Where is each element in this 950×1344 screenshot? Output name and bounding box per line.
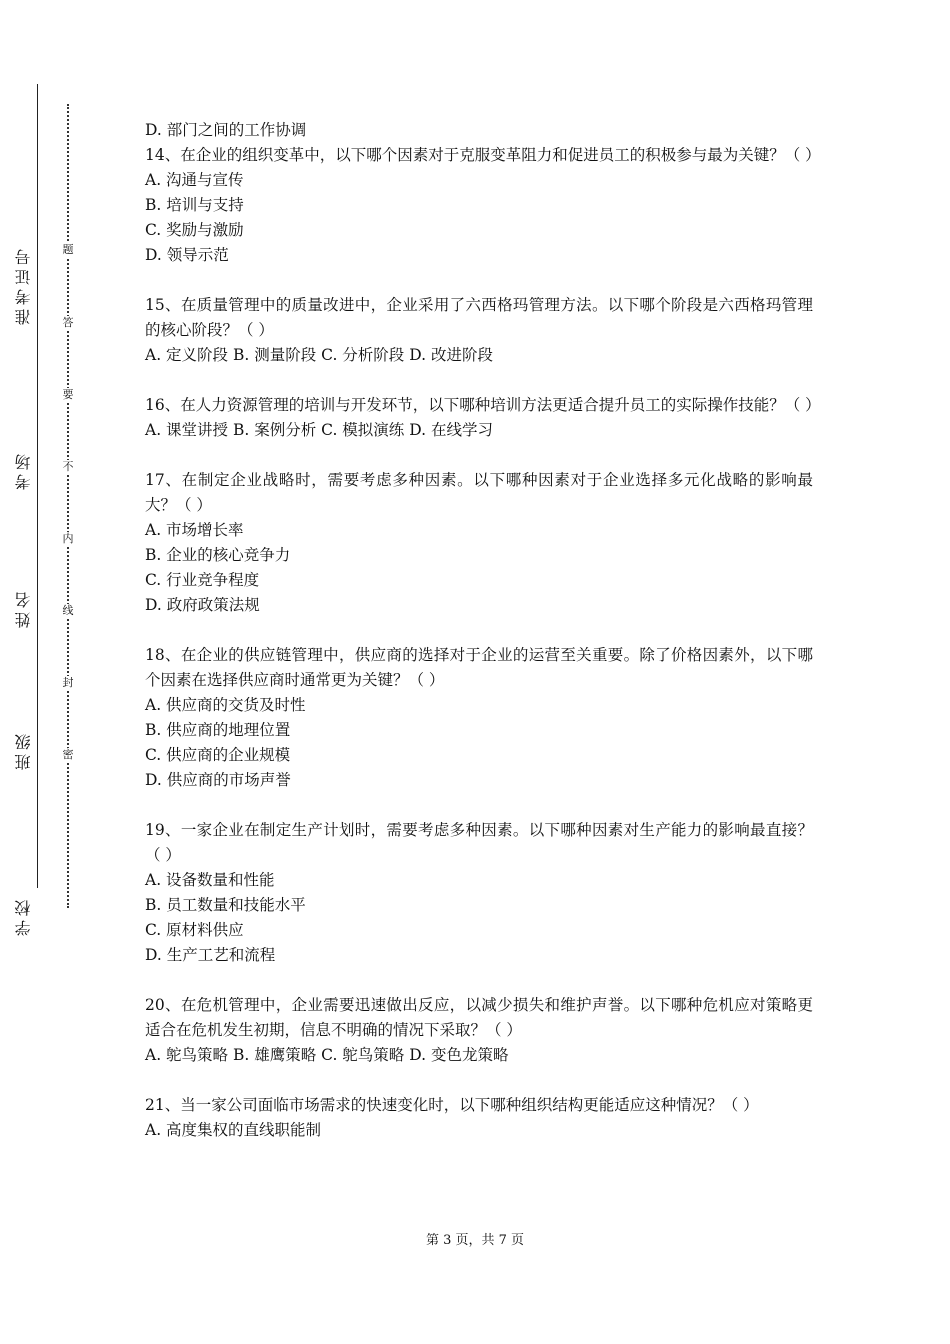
option: D. 政府政策法规	[145, 596, 260, 614]
option: A. 鸵鸟策略 B. 雄鹰策略 C. 鸵鸟策略 D. 变色龙策略	[145, 1046, 509, 1064]
class-label: 班级	[14, 730, 33, 770]
option: A. 设备数量和性能	[145, 871, 275, 889]
seal-char: 要	[59, 388, 77, 402]
question-list	[145, 118, 821, 1168]
question-14	[145, 143, 821, 268]
question-stem: 21、当一家公司面临市场需求的快速变化时，以下哪种组织结构更能适应这种情况？（ ）	[145, 1096, 759, 1114]
previous-question-option: D. 部门之间的工作协调	[145, 121, 307, 139]
name-label: 姓名	[14, 588, 33, 628]
option: C. 供应商的企业规模	[145, 746, 291, 764]
option: D. 供应商的市场声誉	[145, 771, 291, 789]
school-label: 学校	[14, 896, 33, 936]
question-stem: 16、在人力资源管理的培训与开发环节，以下哪种培训方法更适合提升员工的实际操作技能？（ ）	[145, 396, 821, 414]
seal-char: 答	[59, 316, 77, 330]
question-15	[145, 293, 813, 368]
option: A. 高度集权的直线职能制	[145, 1121, 322, 1139]
option: C. 奖励与激励	[145, 221, 244, 239]
question-stem: 19、一家企业在制定生产计划时，需要考虑多种因素。以下哪种因素对生产能力的影响最直接？（ ）	[145, 821, 813, 864]
option: D. 领导示范	[145, 246, 229, 264]
question-stem: 15、在质量管理中的质量改进中，企业采用了六西格玛管理方法。以下哪个阶段是六西格玛管理的核心阶段？（ ）	[145, 296, 813, 339]
question-stem: 20、在危机管理中，企业需要迅速做出反应，以减少损失和维护声誉。以下哪种危机应对策略更适合在危机发生初期，信息不明确的情况下采取？（ ）	[145, 996, 813, 1039]
option: B. 培训与支持	[145, 196, 244, 214]
seal-char: 封	[59, 676, 77, 690]
exam-room-label: 考场	[14, 450, 33, 490]
option: A. 沟通与宣传	[145, 171, 244, 189]
seal-char: 题	[59, 243, 77, 257]
option: C. 行业竞争程度	[145, 571, 260, 589]
question-19	[145, 818, 813, 968]
question-21	[145, 1093, 813, 1143]
seal-char: 线	[59, 604, 77, 618]
question-stem: 17、在制定企业战略时，需要考虑多种因素。以下哪种因素对于企业选择多元化战略的影响最大？（ ）	[145, 471, 813, 514]
option: A. 定义阶段 B. 测量阶段 C. 分析阶段 D. 改进阶段	[145, 346, 493, 364]
option: D. 生产工艺和流程	[145, 946, 276, 964]
seal-char: 密	[59, 748, 77, 762]
option: A. 供应商的交货及时性	[145, 696, 306, 714]
option: B. 企业的核心竞争力	[145, 546, 291, 564]
option: C. 原材料供应	[145, 921, 244, 939]
question-stem: 18、在企业的供应链管理中，供应商的选择对于企业的运营至关重要。除了价格因素外，以下哪个因素在选择供应商时通常更为关键？（ ）	[145, 646, 813, 689]
question-stem: 14、在企业的组织变革中，以下哪个因素对于克服变革阻力和促进员工的积极参与最为关键？（ ）	[145, 146, 821, 164]
seal-char: 内	[59, 532, 77, 546]
question-17	[145, 468, 813, 618]
seal-char: 不	[59, 460, 77, 474]
option: B. 供应商的地理位置	[145, 721, 291, 739]
question-16	[145, 393, 821, 443]
ticket-number-label: 准考证号	[14, 245, 33, 325]
question-18	[145, 643, 813, 793]
page-footer: 第 3 页，共 7 页	[425, 1233, 525, 1248]
question-20	[145, 993, 813, 1068]
option: A. 课堂讲授 B. 案例分析 C. 模拟演练 D. 在线学习	[145, 421, 493, 439]
option: B. 员工数量和技能水平	[145, 896, 306, 914]
option: A. 市场增长率	[145, 521, 244, 539]
seal-dotted-line	[67, 104, 69, 908]
